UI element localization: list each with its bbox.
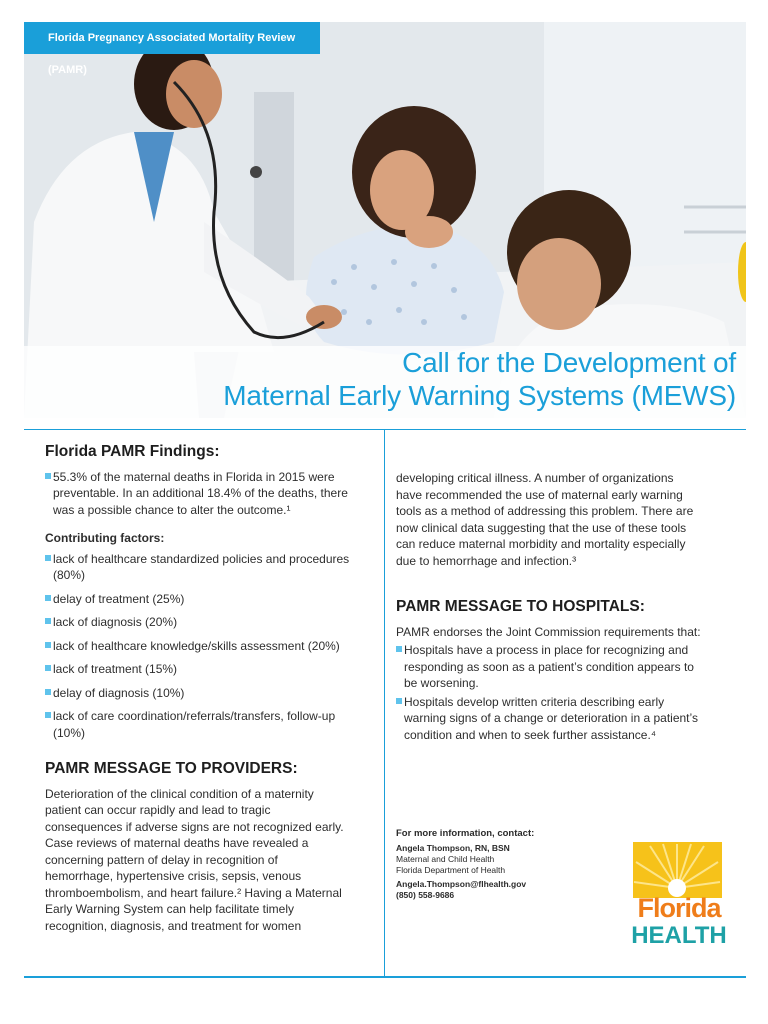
factor-text: lack of care coordination/referrals/transfers, follow-up — [53, 709, 336, 723]
factor-percent: (10%) — [53, 725, 86, 740]
program-tag: Florida Pregnancy Associated Mortality Review (PAMR) — [24, 22, 320, 54]
factor-text: lack of healthcare knowledge/skills assessment (20%) — [53, 638, 340, 653]
providers-line: consequences if adverse signs are not recognized early. — [45, 819, 344, 834]
providers-line: patient can occur rapidly and lead to tragic — [45, 803, 271, 817]
factor-item — [45, 685, 375, 702]
continuation-paragraph — [396, 470, 730, 569]
factor-text: delay of diagnosis (10%) — [53, 685, 185, 700]
bullet-square-icon — [45, 665, 51, 671]
continuation-line: due to hemorrhage and infection.³ — [396, 553, 577, 568]
factor-item — [45, 638, 375, 655]
left-column — [45, 444, 375, 934]
page-title-line-1: Call for the Development of — [402, 347, 736, 378]
providers-line: thromboembolism, and heart failure.² Having a Maternal — [45, 885, 342, 900]
bullet-square-icon — [45, 642, 51, 648]
requirement-line: be worsening. — [404, 676, 479, 690]
hospital-requirement — [396, 642, 730, 692]
continuation-line: tools as a method of addressing this problem. There are — [396, 504, 694, 518]
bullet-square-icon — [45, 473, 51, 479]
logo-word-health: HEALTH — [631, 922, 727, 949]
contact-email-link[interactable]: Angela.Thompson@flhealth.gov — [396, 879, 527, 889]
findings-intro-line: preventable. In an additional 18.4% of the deaths, there — [53, 486, 348, 500]
requirement-line: condition and when to seek further assistance.⁴ — [404, 727, 656, 742]
factor-item — [45, 614, 375, 631]
providers-paragraph — [45, 786, 375, 935]
bullet-square-icon — [45, 618, 51, 624]
bottom-rule — [24, 976, 746, 978]
requirement-line: Hospitals have a process in place for recognizing and — [404, 643, 689, 657]
bullet-square-icon — [396, 698, 402, 704]
hospital-requirement — [396, 694, 730, 744]
factor-item — [45, 551, 375, 584]
bullet-square-icon — [45, 595, 51, 601]
providers-heading: PAMR MESSAGE TO PROVIDERS: — [45, 760, 298, 777]
hospitals-heading: PAMR MESSAGE TO HOSPITALS: — [396, 598, 645, 615]
contact-label: For more information, contact: — [396, 828, 535, 839]
factor-text: lack of treatment (15%) — [53, 662, 178, 676]
continuation-line: developing critical illness. A number of organizations — [396, 471, 674, 485]
requirement-line: Hospitals develop written criteria describing early — [404, 694, 665, 709]
contact-phone: (850) 558-9686 — [396, 890, 455, 900]
continuation-line: have recommended the use of maternal early warning — [396, 487, 683, 502]
page-title-line-2: Maternal Early Warning Systems (MEWS) — [223, 380, 736, 411]
factor-text: lack of diagnosis (20%) — [53, 615, 178, 629]
bullet-square-icon — [396, 646, 402, 652]
factor-item — [45, 661, 375, 678]
findings-intro-line: was a possible chance to alter the outcome.¹ — [53, 502, 291, 517]
findings-heading: Florida PAMR Findings: — [45, 443, 220, 460]
right-column — [396, 470, 730, 750]
bullet-square-icon — [45, 712, 51, 718]
factor-item — [45, 708, 375, 741]
providers-line: Deterioration of the clinical condition of a maternity — [45, 786, 314, 801]
factor-item — [45, 591, 375, 608]
contact-block — [396, 828, 616, 901]
findings-intro — [45, 469, 375, 519]
bullet-square-icon — [45, 555, 51, 561]
contact-name: Angela Thompson, RN, BSN — [396, 843, 510, 853]
factor-percent: (80%) — [53, 568, 86, 582]
providers-line: Early Warning System can help facilitate timely — [45, 902, 294, 916]
logo-word-florida: Florida — [637, 893, 721, 923]
providers-line: concerning pattern of delay in recognition of — [45, 852, 278, 867]
bullet-square-icon — [45, 689, 51, 695]
factor-text: lack of healthcare standardized policies and procedures — [53, 551, 350, 566]
top-rule — [24, 429, 746, 430]
providers-line: recognition, diagnosis, and treatment for women — [45, 918, 302, 933]
requirement-line: responding as soon as a patient’s condition appears to — [404, 659, 694, 674]
contact-department: Florida Department of Health — [396, 865, 506, 875]
contributing-factors-heading: Contributing factors: — [45, 531, 165, 545]
requirement-line: warning signs of a change or deterioration in a patient’s — [404, 711, 698, 725]
contact-unit: Maternal and Child Health — [396, 854, 495, 864]
column-divider — [384, 429, 385, 976]
providers-line: hemorrhage, hypertensive crisis, sepsis, venous — [45, 869, 302, 883]
continuation-line: can reduce maternal morbidity and mortality especially — [396, 537, 686, 551]
continuation-line: now clinical data suggesting that the use of these tools — [396, 520, 687, 535]
hospitals-intro: PAMR endorses the Joint Commission requirements that: — [396, 624, 701, 639]
providers-line: Case reviews of maternal deaths have revealed a — [45, 836, 309, 850]
findings-intro-line: 55.3% of the maternal deaths in Florida in 2015 were — [53, 469, 335, 484]
factor-text: delay of treatment (25%) — [53, 591, 185, 606]
